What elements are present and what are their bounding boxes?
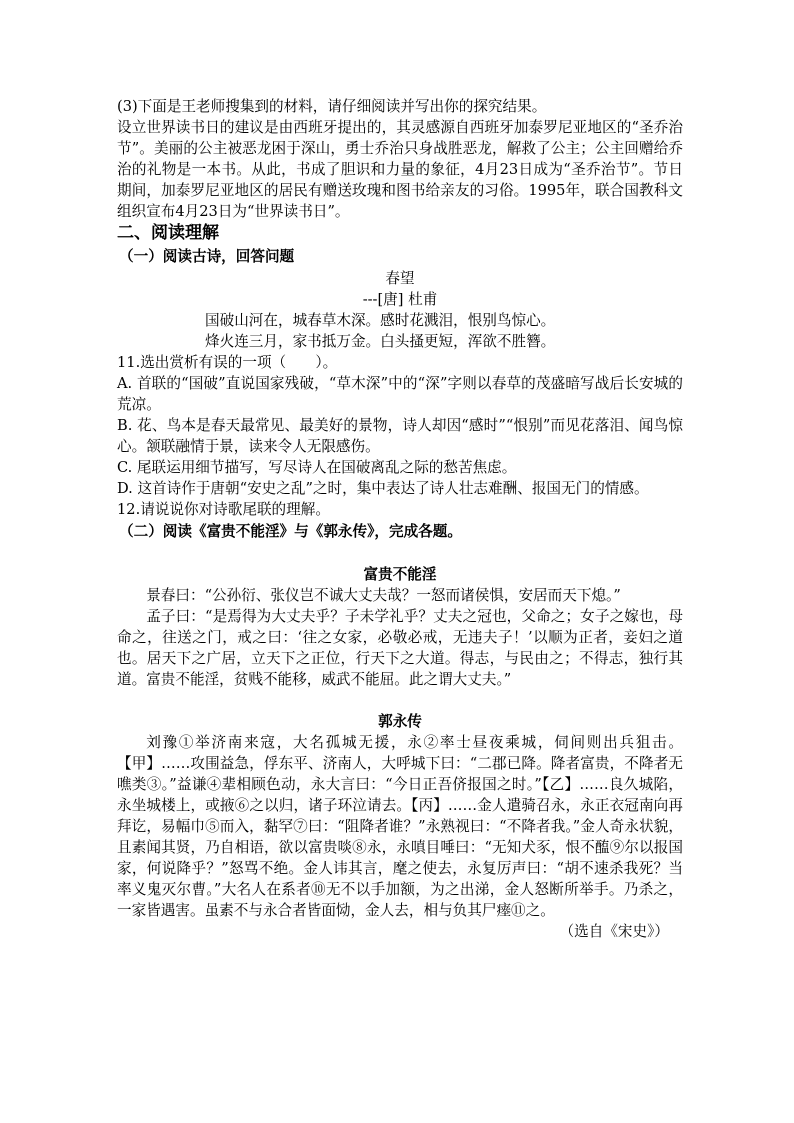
poem-line-2: 烽火连三月，家书抵万金。白头搔更短，浑欲不胜簪。: [205, 333, 556, 350]
question-11-option-a: A. 首联的“国破”直说国家残破，“草木深”中的“深”字则以春草的茂盛暗写战后长安城的荒凉。: [117, 375, 683, 413]
text2-paragraph-1: 刘豫①举济南来寇，大名孤城无援，永②率士昼夜乘城，伺间则出兵狙击。【甲】……攻围益急，俘东平、济南人，大呼城下曰：“二郡已降。降者富贵，不降者无噍类③。”益谦④辈相顾色动，永大言曰：“今日正吾侪报国之时。”【乙】……良久城陷，永坐城楼上，或掖⑥之以归，诸子环泣请去。【丙】……金人遣骑召永，永正衣冠南向再拜讫，易幅巾⑤而入，黏罕⑦曰：“阻降者谁？”永熟视曰：“不降者我。”金人奇永状貌，且素闻其贤，乃自相语，欲以富贵啖⑧永，永嗔目唾曰：“无知犬豕，恨不醢⑨尔以报国家，何说降乎？”怒骂不绝。金人讳其言，麾之使去，永复厉声曰：“胡不速杀我死？当率义鬼灭尔曹。”大名人在系者⑩无不以手加额，为之出涕，金人怒断所举手。乃杀之，一家皆遇害。虽素不与永合者皆面恸，金人去，相与负其尸瘗⑪之。: [117, 734, 683, 919]
text2-title: 郭永传: [378, 713, 422, 730]
text1-paragraph-1: 景春曰：“公孙衍、张仪岂不诚大丈夫哉？一怒而诸侯惧，安居而天下熄。”: [146, 587, 621, 604]
question-11-option-b: B. 花、鸟本是春天最常见、最美好的景物，诗人却因“感时”“恨别”而见花落泪、闻鸟惊心。颔联融情于景，读来令人无限感伤。: [117, 417, 683, 455]
question-11-option-d: D. 这首诗作于唐朝“安史之乱”之时，集中表达了诗人壮志难酬、报国无门的情感。: [117, 480, 649, 497]
part1-heading: （一）阅读古诗，回答问题: [119, 248, 295, 265]
page-content: [117, 96, 683, 942]
section-heading-reading-comprehension: 二、阅读理解: [117, 223, 219, 243]
text1-paragraph-2: 孟子曰：“是焉得为大丈夫乎？子未学礼乎？丈夫之冠也，父命之；女子之嫁也，母命之，往送之门，戒之曰：‘往之女家，必敬必戒，无违夫子！’以顺为正者，妾妇之道也。居天下之广居，立天下之正位，行天下之大道。得志，与民由之；不得志，独行其道。富贵不能淫，贫贱不能移，威武不能屈。此之谓大丈夫。”: [117, 608, 683, 688]
poem-author: ---[唐] 杜甫: [362, 291, 438, 308]
part2-heading: （二）阅读《富贵不能淫》与《郭永传》，完成各题。: [119, 523, 462, 540]
spacer: [117, 543, 683, 564]
poem-line-1: 国破山河在，城春草木深。感时花溅泪，恨别鸟惊心。: [205, 312, 556, 329]
reading-day-material: 设立世界读书日的建议是由西班牙提出的，其灵感源自西班牙加泰罗尼亚地区的“圣乔治节”。美丽的公主被恶龙困于深山，勇士乔治只身战胜恶龙，解救了公主；公主回赠给乔治的礼物是一本书。从此，书成了胆识和力量的象征，4月23日成为“圣乔治节”。节日期间，加泰罗尼亚地区的居民有赠送玫瑰和图书给亲友的习俗。1995年，联合国教科文组织宣布4月23日为“世界读书日”。: [117, 119, 683, 220]
question-12: 12.请说说你对诗歌尾联的理解。: [117, 501, 330, 518]
text1-title: 富贵不能淫: [363, 566, 437, 583]
question-11-stem: 11.选出赏析有误的一项（ ）。: [117, 354, 338, 371]
poem-title: 春望: [385, 270, 415, 287]
text2-source: （选自《宋史》）: [559, 923, 669, 940]
question-11-option-c: C. 尾联运用细节描写，写尽诗人在国破离乱之际的愁苦焦虑。: [117, 459, 517, 476]
question-3: (3)下面是王老师搜集到的材料，请仔细阅读并写出你的探究结果。: [117, 98, 547, 115]
spacer: [117, 690, 683, 711]
